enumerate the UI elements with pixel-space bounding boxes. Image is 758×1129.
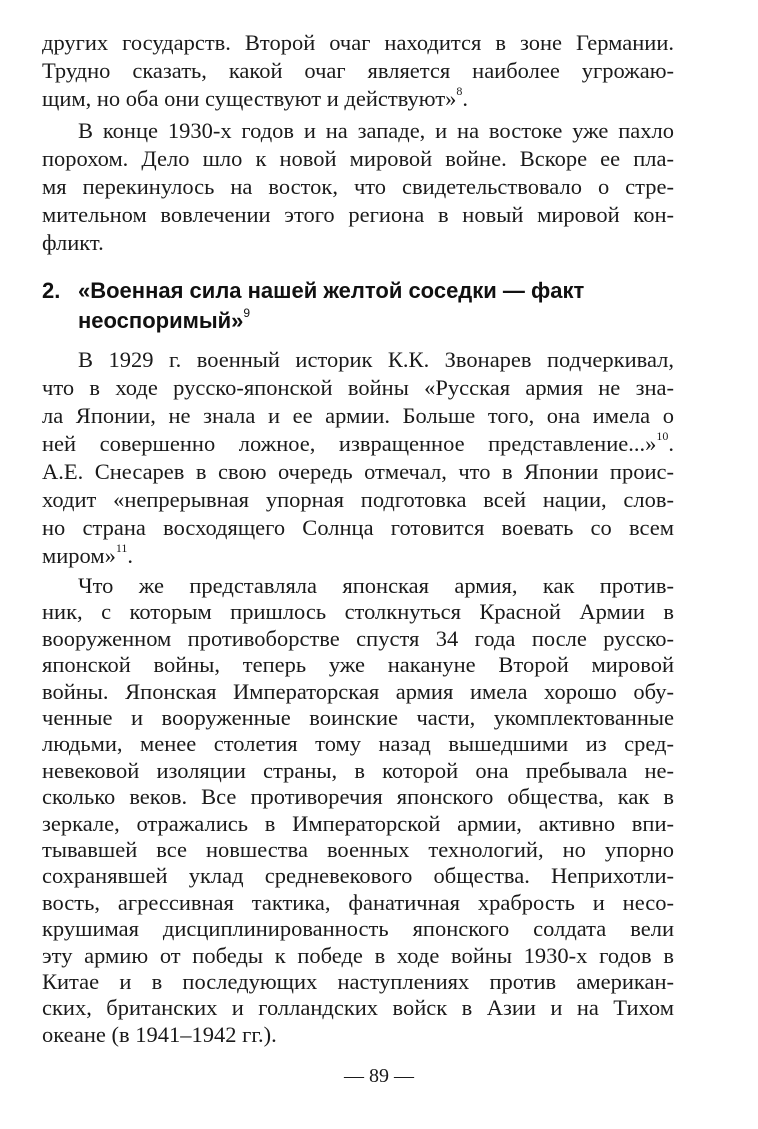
text-line: В конце 1930-х годов и на западе, и на востоке уже пахло	[78, 118, 674, 143]
text-line: Китае и в последующих наступлениях против американ-	[42, 969, 674, 994]
text-line: невековой изоляции страны, в которой она пребывала не-	[42, 757, 674, 783]
text-line: людьми, менее столетия тому назад вышедшими из сред-	[42, 731, 674, 757]
footnote-ref: 10	[656, 428, 669, 443]
text-line: но страна восходящего Солнца готовится воевать со всем	[42, 515, 674, 540]
text-line: Что же представляла японская армия, как против-	[78, 573, 674, 598]
text-line: мительном вовлечении этого региона в новый мировой кон-	[42, 202, 674, 227]
text-line: ских, британских и голландских войск в Азии и на Тихом	[42, 995, 674, 1021]
footnote-ref: 9	[243, 305, 251, 320]
text-line: ченные и вооруженные воинские части, укомплектованные	[42, 705, 674, 730]
footnote-ref: 11	[115, 540, 128, 555]
text-line: щим, но оба они существуют и действуют»$^8$.	[42, 83, 469, 111]
section-title-line: «Военная сила нашей желтой соседки — факт	[78, 278, 585, 303]
text-line: Трудно сказать, какой очаг является наиболее угрожаю-	[42, 58, 674, 83]
text-line: сохранявшей уклад средневекового общества. Неприхотли-	[42, 863, 674, 889]
text-line: фликт.	[42, 230, 104, 255]
text-line: океане (в 1941–1942 гг.).	[42, 1021, 277, 1047]
section-title-line: неоспоримый»$^9$	[78, 305, 251, 333]
text-line: мя перекинулось на восток, что свидетельствовало о стре-	[42, 174, 674, 199]
text-line: японской войны, теперь уже накануне Второй мировой	[42, 652, 674, 678]
text-line: сколько веков. Все противоречия японского общества, как в	[42, 784, 674, 810]
text-line: войны. Японская Императорская армия имела хорошо обу-	[42, 678, 674, 704]
text-line: ней совершенно ложное, извращенное представление...»$^{10}$.	[42, 428, 674, 456]
footnote-ref: 8	[456, 83, 463, 98]
text-line: миром»$^{11}$.	[42, 540, 134, 568]
section-number: 2.	[42, 278, 61, 303]
text-line: крушимая дисциплинированность японского солдата вели	[42, 916, 674, 942]
text-line: ла Японии, не знала и ее армии. Больше того, она имела о	[42, 403, 674, 428]
text-line: что в ходе русско-японской войны «Русская армия не зна-	[42, 375, 674, 400]
text-line: эту армию от победы к победе в ходе войны 1930-х годов в	[42, 942, 674, 968]
text-line: других государств. Второй очаг находится в зоне Германии.	[42, 30, 674, 55]
text-line: вость, агрессивная тактика, фанатичная храбрость и несо-	[42, 889, 674, 915]
text-line: зеркале, отражались в Императорской армии, активно впи-	[42, 810, 674, 836]
text-line: вооруженном противоборстве спустя 34 года после русско-	[42, 625, 674, 651]
page-number: — 89 —	[344, 1065, 414, 1087]
text-line: В 1929 г. военный историк К.К. Звонарев подчеркивал,	[78, 347, 674, 372]
text-line: А.Е. Снесарев в свою очередь отмечал, что в Японии проис-	[42, 459, 674, 484]
text-line: порохом. Дело шло к новой мировой войне. Вскоре ее пла-	[42, 146, 674, 171]
section-heading	[42, 276, 682, 338]
text-line: тывавшей все новшества военных технологий, но упорно	[42, 837, 674, 862]
text-line: ник, с которым пришлось столкнуться Красной Армии в	[42, 599, 674, 625]
text-line: ходит «непрерывная упорная подготовка всей нации, слов-	[42, 487, 674, 512]
